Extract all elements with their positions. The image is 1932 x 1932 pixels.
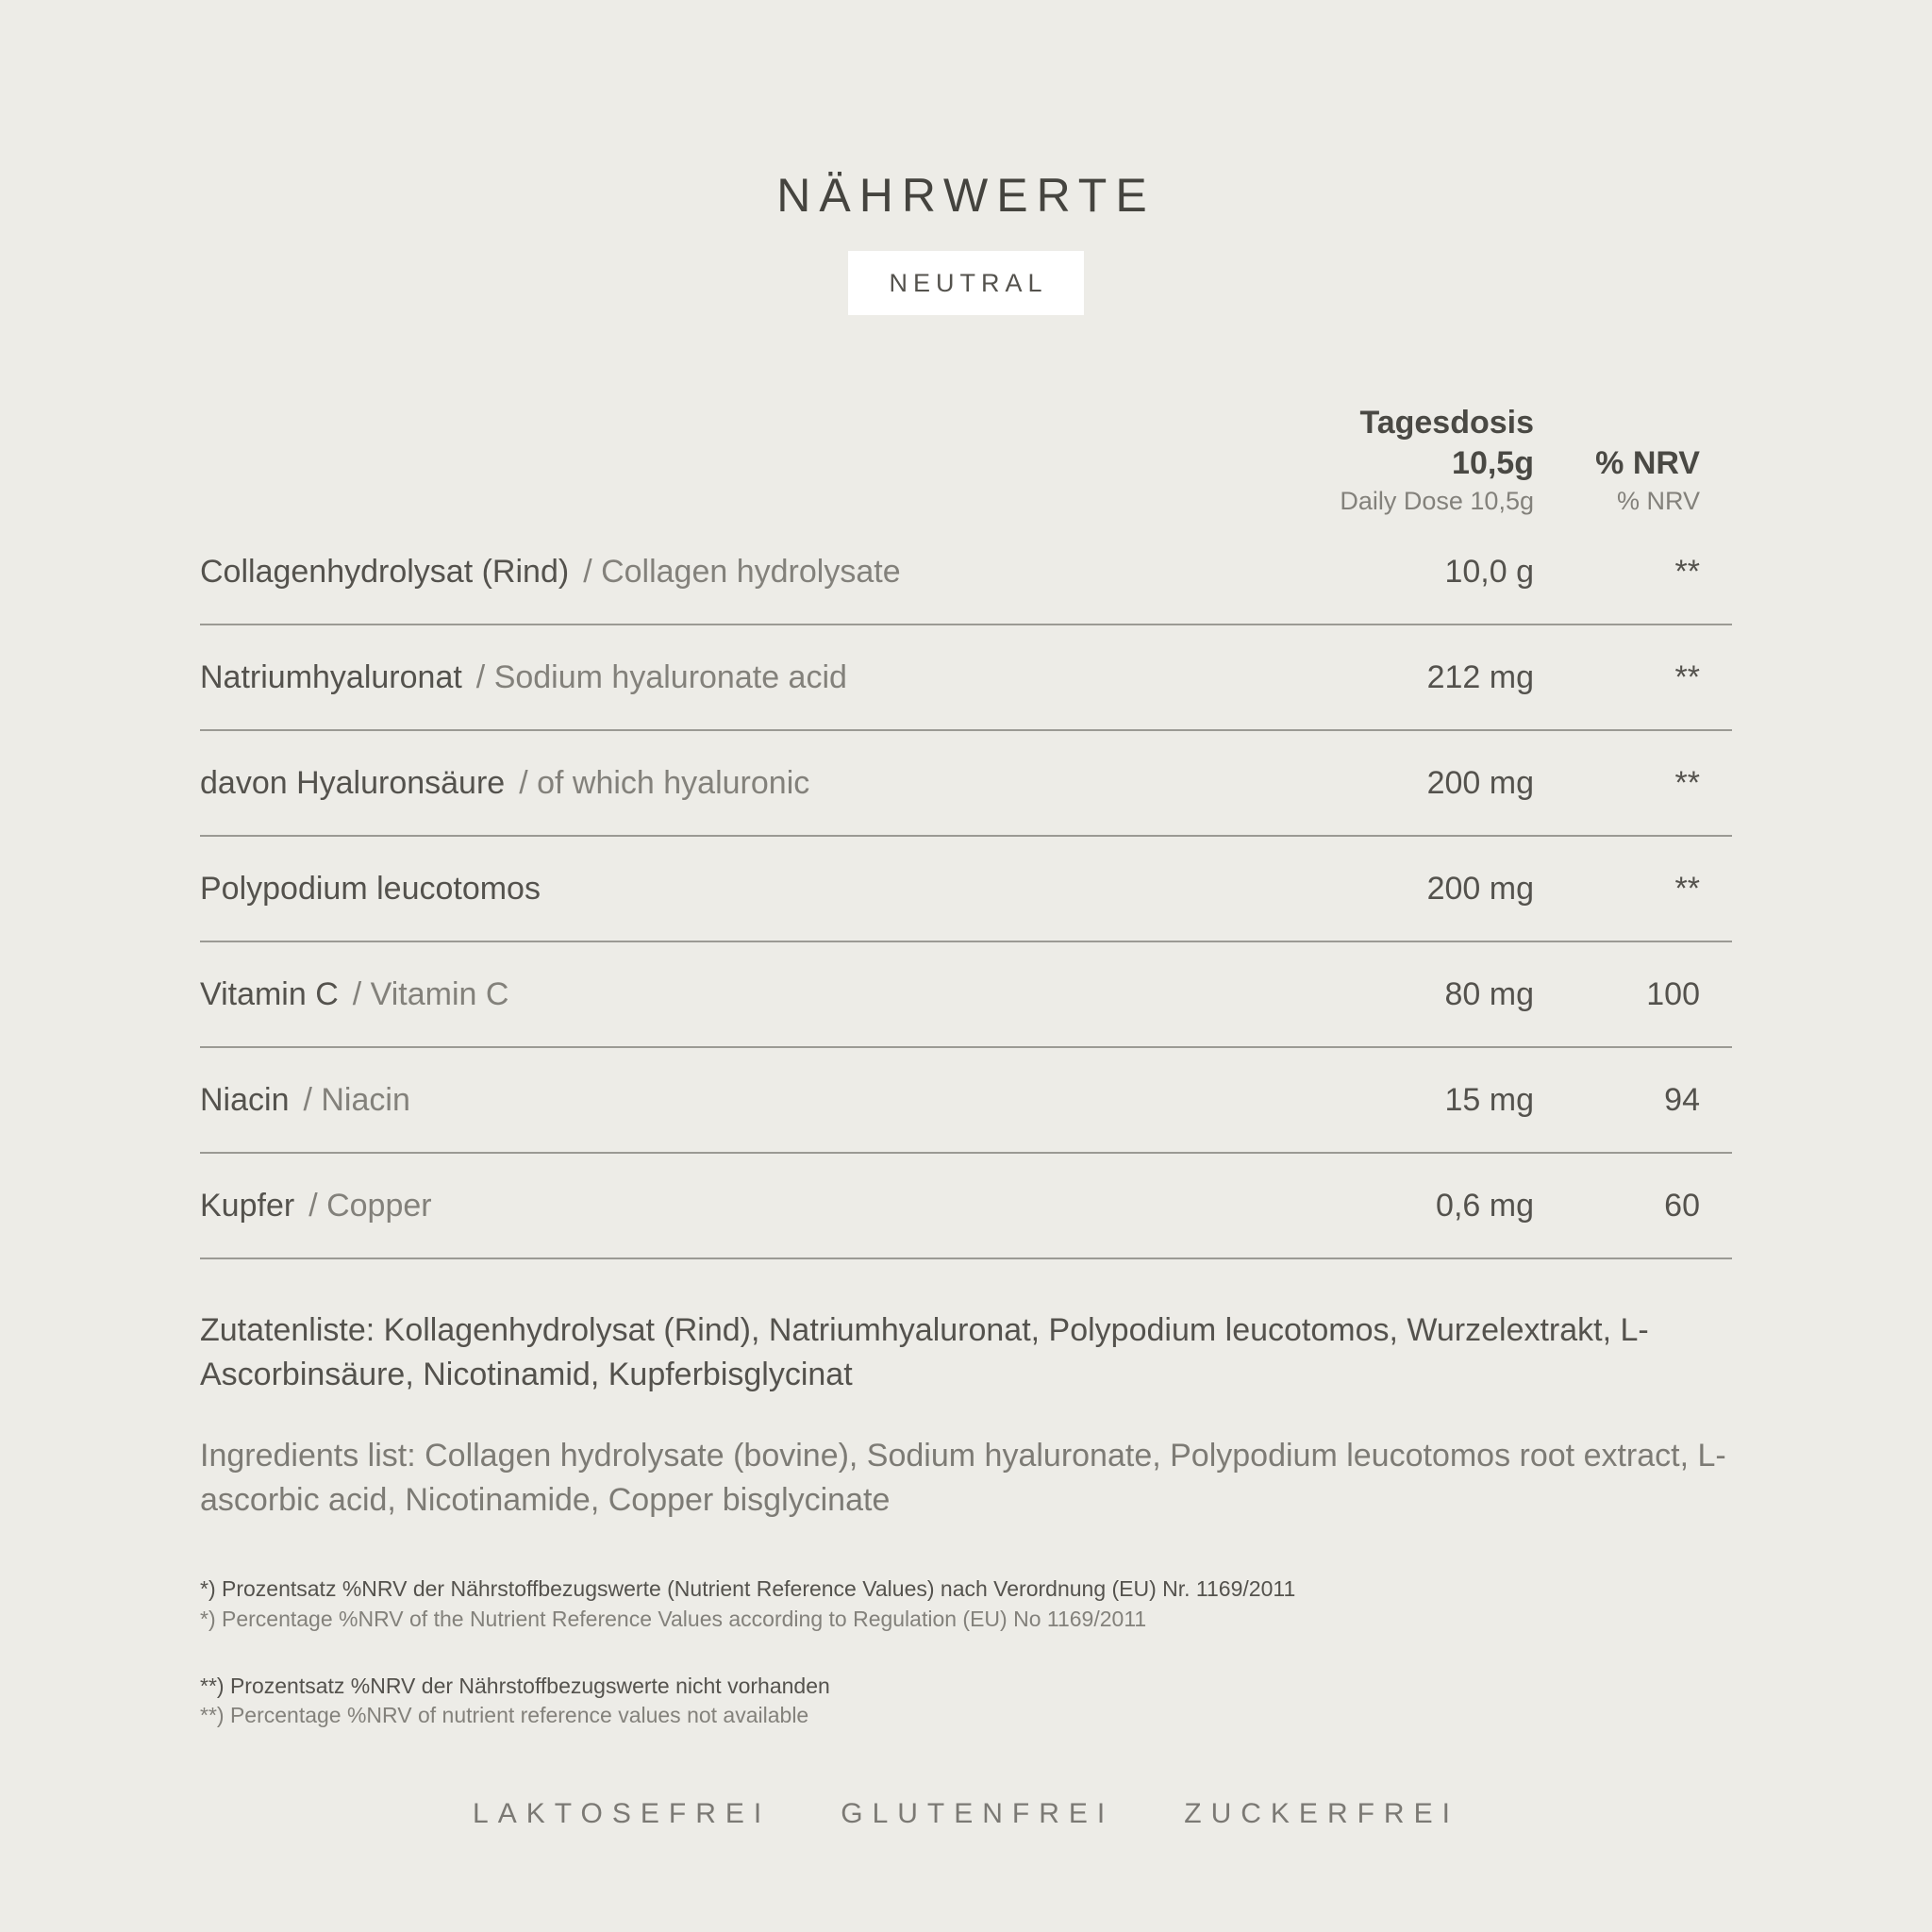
nutrient-nrv: 60 <box>1664 1187 1700 1224</box>
footnote-nrv-not-available <box>200 1672 1732 1730</box>
nutrient-name-en: / Sodium hyaluronate acid <box>475 658 847 695</box>
nutrient-name-en: / Copper <box>308 1187 432 1224</box>
variant-badge-row <box>200 251 1732 315</box>
nutrient-amount: 200 mg <box>1426 764 1534 801</box>
nutrient-name <box>200 871 1326 908</box>
claim-sugar-free: ZUCKERFREI <box>1184 1798 1459 1829</box>
nutrient-nrv: ** <box>1674 658 1700 695</box>
nutrient-nrv: ** <box>1674 764 1700 801</box>
nutrient-amount: 200 mg <box>1426 870 1534 907</box>
footnote-de: *) Prozentsatz %NRV der Nährstoffbezugswerte (Nutrient Reference Values) nach Verordnung (EU) Nr. 1169/2011 <box>200 1576 1296 1602</box>
nutrient-name <box>200 554 1326 591</box>
product-claims <box>0 1798 1932 1830</box>
table-row <box>200 1154 1732 1259</box>
dose-header-de: Tagesdosis 10,5g <box>1359 405 1534 481</box>
nutrient-nrv: 94 <box>1664 1081 1700 1118</box>
nutrient-name-de: davon Hyaluronsäure <box>200 764 506 801</box>
nutrient-name <box>200 1082 1326 1119</box>
column-header-dose <box>1326 403 1534 520</box>
nutrient-name-de: Vitamin C <box>200 975 339 1012</box>
nutrient-name-en: / of which hyaluronic <box>519 764 810 801</box>
footnote-nrv-regulation <box>200 1574 1732 1633</box>
ingredients-list-de: Zutatenliste: Kollagenhydrolysat (Rind), Natriumhyaluronat, Polypodium leucotomos, Wurzelextrakt, L-Ascorbinsäure, Nicotinamid, Kupferbisglycinat <box>200 1312 1649 1392</box>
claim-gluten-free: GLUTENFREI <box>841 1798 1115 1829</box>
nutrient-name-de: Kupfer <box>200 1187 295 1224</box>
claim-lactose-free: LAKTOSEFREI <box>473 1798 772 1829</box>
table-header <box>200 403 1732 520</box>
nrv-header-en: % NRV <box>1616 487 1700 515</box>
nutrient-name-en: / Vitamin C <box>352 975 509 1012</box>
table-row <box>200 942 1732 1048</box>
footnote-en: *) Percentage %NRV of the Nutrient Reference Values according to Regulation (EU) No 1169/2011 <box>200 1606 1147 1631</box>
nutrient-nrv: ** <box>1674 553 1700 590</box>
nutrient-nrv: ** <box>1674 870 1700 907</box>
nutrient-name-de: Polypodium leucotomos <box>200 870 541 907</box>
nutrition-table <box>200 403 1732 1259</box>
column-header-nrv <box>1534 443 1732 521</box>
table-row <box>200 520 1732 625</box>
ingredients-list-en: Ingredients list: Collagen hydrolysate (bovine), Sodium hyaluronate, Polypodium leucotomos root extract, L-ascorbic acid, Nicotinamide, Copper bisglycinate <box>200 1438 1726 1518</box>
table-row <box>200 625 1732 731</box>
nutrient-name <box>200 976 1326 1013</box>
table-row <box>200 1048 1732 1154</box>
footnotes <box>200 1574 1732 1729</box>
nutrient-nrv: 100 <box>1646 975 1700 1012</box>
variant-badge: NEUTRAL <box>848 251 1083 315</box>
page-title: NÄHRWERTE <box>776 169 1156 222</box>
nutrient-name-de: Niacin <box>200 1081 290 1118</box>
dose-header-en: Daily Dose 10,5g <box>1340 487 1534 515</box>
nutrient-name <box>200 765 1326 802</box>
nutrient-name <box>200 1188 1326 1224</box>
nutrient-name <box>200 659 1326 696</box>
nutrient-name-de: Natriumhyaluronat <box>200 658 462 695</box>
nutrient-amount: 212 mg <box>1426 658 1534 695</box>
nutrient-amount: 80 mg <box>1444 975 1534 1012</box>
footnote-en: **) Percentage %NRV of nutrient reference values not available <box>200 1702 809 1727</box>
table-row <box>200 837 1732 942</box>
footnote-de: **) Prozentsatz %NRV der Nährstoffbezugswerte nicht vorhanden <box>200 1673 830 1698</box>
nutrient-name-en: / Niacin <box>303 1081 410 1118</box>
nutrient-name-de: Collagenhydrolysat (Rind) <box>200 553 570 590</box>
nutrient-amount: 0,6 mg <box>1436 1187 1534 1224</box>
nutrient-name-en: / Collagen hydrolysate <box>583 553 901 590</box>
table-row <box>200 731 1732 837</box>
nutrient-amount: 15 mg <box>1444 1081 1534 1118</box>
nrv-header-de: % NRV <box>1595 444 1700 481</box>
nutrient-amount: 10,0 g <box>1444 553 1534 590</box>
